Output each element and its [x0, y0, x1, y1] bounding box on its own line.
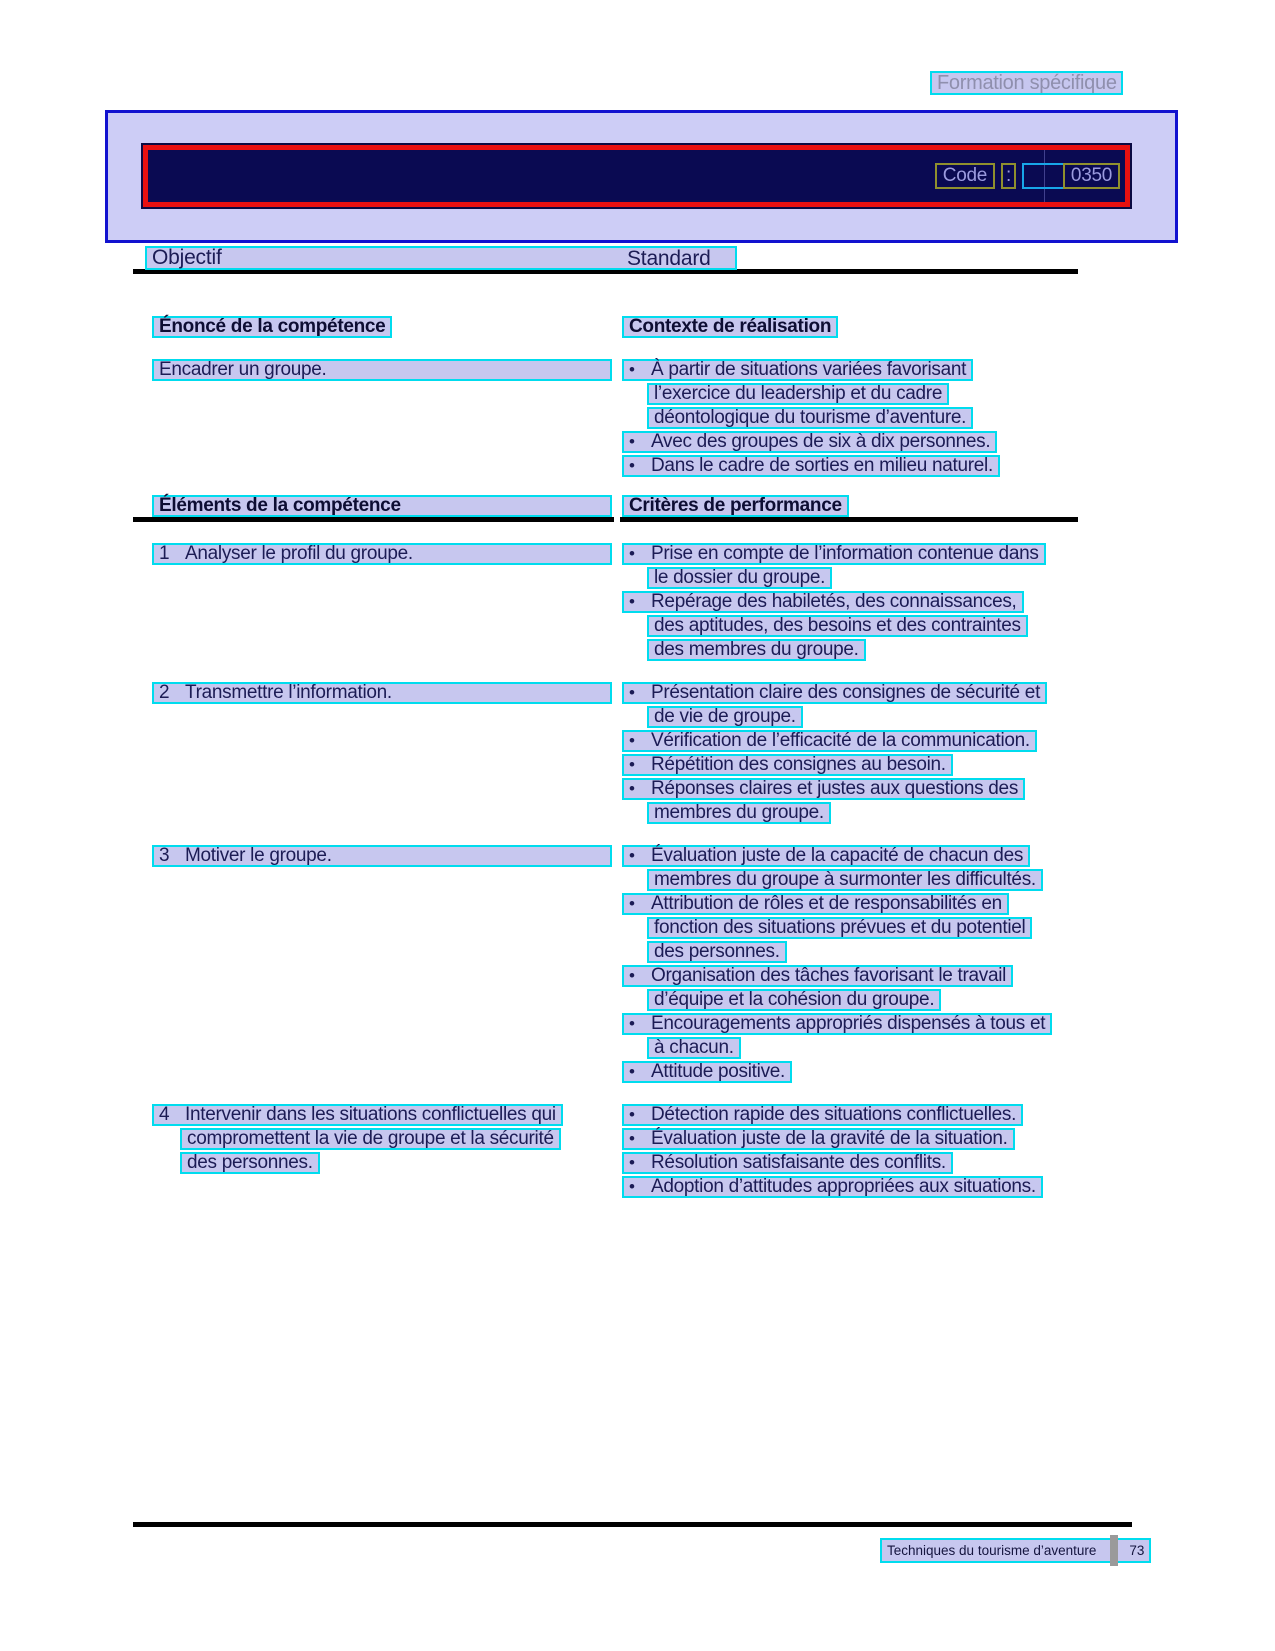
footer-page-number: 73 — [1129, 1542, 1145, 1558]
text-line — [152, 1152, 622, 1176]
text-line — [622, 1152, 1078, 1176]
highlight-box — [622, 543, 1046, 565]
left-cell — [133, 845, 622, 1085]
highlight-box — [152, 845, 612, 867]
highlight-box — [622, 1128, 1015, 1150]
text-line — [152, 682, 622, 706]
bullet-icon: • — [629, 456, 635, 475]
highlight-box — [622, 359, 973, 381]
right-cell — [622, 543, 1078, 663]
line-text: fonction des situations prévues et du potentiel — [654, 917, 1026, 938]
section2-header-row — [133, 495, 1078, 517]
highlight-box — [647, 567, 832, 589]
line-text: Prise en compte de l’information contenue dans — [651, 543, 1039, 564]
highlight-box — [647, 407, 973, 429]
footer-box — [880, 1538, 1151, 1563]
enonce-header: Énoncé de la compétence — [152, 316, 392, 338]
text-line — [622, 407, 1078, 431]
highlight-box — [152, 682, 612, 704]
text-line — [622, 455, 1078, 479]
line-text: Repérage des habiletés, des connaissances, — [651, 591, 1017, 612]
line-text: Analyser le profil du groupe. — [185, 543, 413, 564]
text-line — [622, 869, 1078, 893]
highlight-box — [647, 1037, 741, 1059]
text-line — [622, 1013, 1078, 1037]
bullet-icon: • — [629, 779, 635, 798]
section2-right-header-cell — [622, 495, 1078, 517]
table-row — [133, 359, 1078, 479]
rule-right-segment — [620, 517, 1078, 522]
text-line — [622, 802, 1078, 826]
bullet-icon: • — [629, 1153, 635, 1172]
bullet-icon: • — [629, 432, 635, 451]
contexte-header: Contexte de réalisation — [622, 316, 838, 338]
text-line — [152, 543, 622, 567]
text-line — [622, 754, 1078, 778]
bullet-icon: • — [629, 1014, 635, 1033]
footer-separator-bar — [1110, 1535, 1118, 1566]
highlight-box — [647, 989, 941, 1011]
right-cell — [622, 682, 1078, 826]
highlight-box — [647, 869, 1043, 891]
highlight-box — [152, 543, 612, 565]
highlight-box — [622, 591, 1024, 613]
text-line — [622, 682, 1078, 706]
section2-left-header-cell — [133, 495, 622, 517]
line-text: Détection rapide des situations conflictuelles. — [651, 1104, 1017, 1125]
code-label: Code — [935, 163, 995, 189]
line-text: Adoption d’attitudes appropriées aux situations. — [651, 1176, 1036, 1197]
text-line — [622, 1128, 1078, 1152]
text-line — [622, 383, 1078, 407]
text-line — [622, 730, 1078, 754]
bullet-icon: • — [629, 731, 635, 750]
bullet-icon: • — [629, 1105, 635, 1124]
page-footer — [880, 1538, 1151, 1563]
highlight-box — [622, 682, 1047, 704]
line-text: Répétition des consignes au besoin. — [651, 754, 946, 775]
highlight-box — [622, 1013, 1052, 1035]
text-line — [622, 917, 1078, 941]
code-value: 0350 — [1063, 163, 1120, 189]
highlight-box — [622, 1152, 953, 1174]
highlight-box — [622, 754, 953, 776]
highlight-box — [622, 845, 1030, 867]
table-row — [133, 845, 1078, 1085]
page-header-label: Formation spécifique — [930, 71, 1123, 95]
text-line — [622, 615, 1078, 639]
left-cell — [133, 543, 622, 663]
highlight-box — [622, 431, 997, 453]
table-header-row — [145, 246, 737, 270]
right-cell — [622, 1104, 1078, 1200]
line-text: Évaluation juste de la gravité de la situation. — [651, 1128, 1008, 1149]
text-line — [622, 1176, 1078, 1200]
text-line — [622, 1104, 1078, 1128]
text-line — [622, 431, 1078, 455]
text-line — [622, 567, 1078, 591]
right-cell — [622, 845, 1078, 1085]
text-line — [152, 1128, 622, 1152]
line-text: Encadrer un groupe. — [159, 359, 327, 380]
section1-left-header-cell — [133, 316, 622, 338]
text-line — [622, 359, 1078, 383]
title-banner — [105, 110, 1178, 243]
content-area — [133, 246, 1078, 1219]
highlight-box — [622, 893, 1009, 915]
text-line — [152, 359, 622, 383]
bullet-icon: • — [629, 1177, 635, 1196]
table-row — [133, 1104, 1078, 1200]
line-text: Transmettre l’information. — [185, 682, 392, 703]
line-text: Présentation claire des consignes de sécurité et — [651, 682, 1041, 703]
elements-header: Éléments de la compétence — [152, 495, 612, 517]
text-line — [622, 845, 1078, 869]
line-text: des personnes. — [654, 941, 780, 962]
text-line — [622, 1037, 1078, 1061]
competence-item-number: 3 — [159, 845, 170, 866]
title-banner-inner — [143, 145, 1130, 207]
competence-item-number: 4 — [159, 1104, 170, 1125]
text-line — [622, 639, 1078, 663]
line-text: Évaluation juste de la capacité de chacun des — [651, 845, 1024, 866]
line-text: Résolution satisfaisante des conflits. — [651, 1152, 946, 1173]
code-field-group — [935, 163, 1120, 189]
table-row — [133, 543, 1078, 663]
section2-rule — [133, 517, 1078, 522]
highlight-box — [647, 941, 787, 963]
line-text: membres du groupe. — [654, 802, 824, 823]
highlight-box — [180, 1128, 561, 1150]
highlight-box — [647, 639, 866, 661]
text-line — [622, 543, 1078, 567]
line-text: à chacun. — [654, 1037, 734, 1058]
line-text: déontologique du tourisme d’aventure. — [654, 407, 967, 428]
section1-rows — [133, 359, 1078, 479]
line-text: Vérification de l’efficacité de la communication. — [651, 730, 1030, 751]
text-line — [152, 845, 622, 869]
highlight-box — [622, 965, 1013, 987]
bullet-icon: • — [629, 755, 635, 774]
bullet-icon: • — [629, 1129, 635, 1148]
line-text: des personnes. — [187, 1152, 313, 1173]
standard-header: Standard — [627, 247, 711, 270]
right-cell — [622, 359, 1078, 479]
highlight-box — [647, 917, 1032, 939]
line-text: Dans le cadre de sorties en milieu naturel. — [651, 455, 993, 476]
line-text: d’équipe et la cohésion du groupe. — [654, 989, 935, 1010]
line-text: Attitude positive. — [651, 1061, 786, 1082]
footer-title: Techniques du tourisme d’aventure — [887, 1542, 1097, 1558]
section1-right-header-cell — [622, 316, 1078, 338]
code-value-field — [1022, 163, 1120, 189]
left-cell — [133, 682, 622, 826]
competence-item-number: 2 — [159, 682, 170, 703]
text-line — [622, 893, 1078, 917]
text-line — [622, 778, 1078, 802]
left-cell — [133, 359, 622, 479]
highlight-box — [152, 1104, 563, 1126]
highlight-box — [622, 455, 1000, 477]
footer-rule — [133, 1522, 1132, 1527]
bullet-icon: • — [629, 894, 635, 913]
line-text: membres du groupe à surmonter les difficultés. — [654, 869, 1036, 890]
highlight-box — [647, 706, 803, 728]
line-text: Intervenir dans les situations conflictuelles qui — [185, 1104, 556, 1125]
text-line — [152, 1104, 622, 1128]
line-text: compromettent la vie de groupe et la sécurité — [187, 1128, 554, 1149]
section1-header-row — [133, 316, 1078, 338]
text-line — [622, 989, 1078, 1013]
text-line — [622, 706, 1078, 730]
text-line — [622, 591, 1078, 615]
highlight-box — [647, 383, 949, 405]
line-text: l’exercice du leadership et du cadre — [654, 383, 943, 404]
code-colon: : — [1001, 163, 1016, 189]
bullet-icon: • — [629, 966, 635, 985]
text-line — [622, 1061, 1078, 1085]
line-text: À partir de situations variées favorisant — [651, 359, 967, 380]
highlight-box — [622, 730, 1037, 752]
highlight-box — [622, 1104, 1023, 1126]
line-text: Réponses claires et justes aux questions des — [651, 778, 1019, 799]
bullet-icon: • — [629, 360, 635, 379]
line-text: des membres du groupe. — [654, 639, 859, 660]
bullet-icon: • — [629, 1062, 635, 1081]
highlight-box — [622, 1061, 792, 1083]
line-text: Organisation des tâches favorisant le travail — [651, 965, 1007, 986]
highlight-box — [622, 1176, 1043, 1198]
objectif-header: Objectif — [152, 246, 222, 269]
left-cell — [133, 1104, 622, 1200]
table-row — [133, 682, 1078, 826]
highlight-box — [622, 778, 1025, 800]
line-text: Motiver le groupe. — [185, 845, 332, 866]
criteres-header: Critères de performance — [622, 495, 849, 517]
text-line — [622, 965, 1078, 989]
line-text: le dossier du groupe. — [654, 567, 826, 588]
bullet-icon: • — [629, 846, 635, 865]
competence-item-number: 1 — [159, 543, 170, 564]
highlight-box — [180, 1152, 320, 1174]
bullet-icon: • — [629, 544, 635, 563]
bullet-icon: • — [629, 592, 635, 611]
highlight-box — [152, 359, 612, 381]
rule-left-segment — [133, 517, 614, 522]
highlight-box — [647, 802, 831, 824]
section2-rows — [133, 543, 1078, 1200]
line-text: Encouragements appropriés dispensés à tous et — [651, 1013, 1046, 1034]
line-text: Avec des groupes de six à dix personnes. — [651, 431, 991, 452]
bullet-icon: • — [629, 683, 635, 702]
line-text: de vie de groupe. — [654, 706, 796, 727]
highlight-box — [647, 615, 1028, 637]
line-text: des aptitudes, des besoins et des contraintes — [654, 615, 1021, 636]
line-text: Attribution de rôles et de responsabilités en — [651, 893, 1002, 914]
text-line — [622, 941, 1078, 965]
